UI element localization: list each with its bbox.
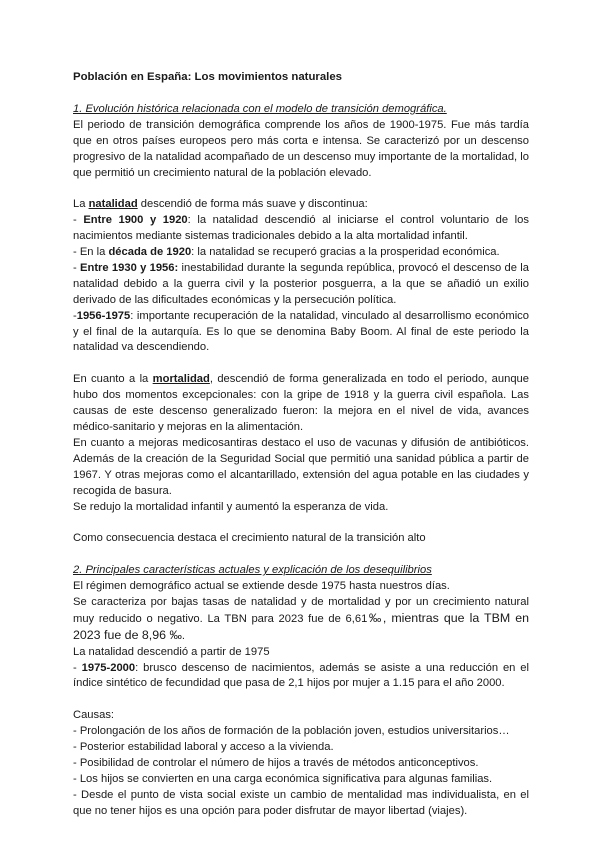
natalidad-item: - En la década de 1920: la natalidad se recuperó gracias a la prosperidad económica. [73, 246, 500, 259]
section-1-conclusion: Como consecuencia destaca el crecimiento natural de la transición alto [73, 532, 426, 545]
cause-item: - Prolongación de los años de formación de la población joven, estudios universitarios… [73, 725, 510, 738]
mortalidad-paragraph: Se redujo la mortalidad infantil y aumentó la esperanza de vida. [73, 500, 389, 513]
causes-heading: Causas: [73, 709, 115, 722]
section-2-paragraph: La natalidad descendió a partir de 1975 [73, 645, 270, 658]
paragraph-gap [73, 356, 529, 372]
document-title: Población en España: Los movimientos naturales [73, 71, 343, 83]
section-1-intro: El periodo de transición demográfica comprende los años de 1900-1975. Fue más tardía que en otros países europeos pero más corta e intensa. Se caracterizó por un descenso progresivo de la natalidad acompañado de un descenso muy importante de la mortalidad, lo que permitió un crecimiento natural de la población elevado. [73, 118, 529, 179]
mortalidad-paragraph: En cuanto a mejoras medicosantiras destaco el uso de vacunas y difusión de antibióticos. Además de la creación de la Seguridad Social que permitió una sanidad pública a partir de 1967. Y otras mejoras como el alcantarillado, extensión del agua potable en las ciudades y recogida de basura. [73, 436, 529, 497]
cause-item: - Desde el punto de vista social existe un cambio de mentalidad mas individualista, en el que no tener hijos es una opción para poder disfrutar de mayor libertad (viajes). [73, 788, 529, 817]
cause-item: - Los hijos se convierten en una carga económica significativa para algunas familias. [73, 772, 493, 785]
cause-item: - Posibilidad de controlar el número de hijos a través de métodos anticonceptivos. [73, 756, 479, 769]
natalidad-item: -1956-1975: importante recuperación de la natalidad, vinculado al desarrollismo económico y el final de la autarquía. Es lo que se denomina Baby Boom. Al final de este periodo la natalidad va descendiendo. [73, 309, 529, 354]
paragraph-gap [73, 181, 529, 197]
section-2-paragraph: El régimen demográfico actual se extiende desde 1975 hasta nuestros días. [73, 580, 450, 593]
paragraph-gap [73, 692, 529, 708]
section-2-rates-paragraph: Se caracteriza por bajas tasas de natalidad y de mortalidad y por un crecimiento natural muy reducido o negativo. La TBN para 2023 fue de 6,61‰, mientras que la TBM en 2023 fue de 8,96 ‰. [73, 595, 530, 642]
natalidad-item: - Entre 1900 y 1920: la natalidad descendió al iniciarse el control voluntario de los nacimientos mediante sistemas tradicionales debido a la alta mortalidad infantil. [73, 214, 529, 243]
section-2-heading: 2. Principales características actuales y explicación de los desequilibrios [73, 564, 432, 577]
paragraph-gap [73, 515, 529, 531]
section-1-heading: 1. Evolución histórica relacionada con el modelo de transición demográfica. [73, 102, 447, 115]
natalidad-item: - Entre 1930 y 1956: inestabilidad durante la segunda república, provocó el descenso de la natalidad debido a la guerra civil y la posterior posguerra, a la que se añadió un exilio derivado de las dificultades económicas y la persecución política. [73, 261, 529, 306]
natalidad-keyword: natalidad [88, 198, 138, 211]
natalidad-lead: La natalidad descendió de forma más suave y discontinua: [73, 198, 368, 211]
cause-item: - Posterior estabilidad laboral y acceso a la vivienda. [73, 741, 334, 754]
section-2-item: - 1975-2000: brusco descenso de nacimientos, además se asiste a una reducción en el índice sintético de fecundidad que pasa de 2,1 hijos por mujer a 1.15 para el año 2000. [73, 661, 530, 690]
mortalidad-keyword: mortalidad [152, 373, 210, 386]
mortalidad-lead: En cuanto a la mortalidad, descendió de forma generalizada en todo el periodo, aunque hubo dos momentos excepcionales: con la gripe de 1918 y la guerra civil española. Las causas de este descenso generalizado fueron: la mejora en el nivel de vida, avances médico-sanitario y mejoras en la alimentación. [73, 373, 530, 433]
paragraph-gap [73, 547, 529, 563]
